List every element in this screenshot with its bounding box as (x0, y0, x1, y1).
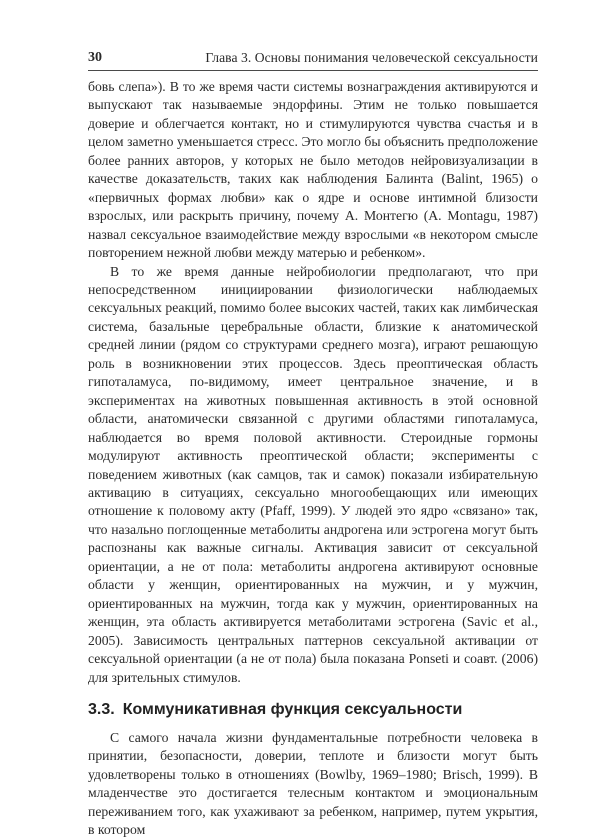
section-number: 3.3. (88, 700, 115, 718)
paragraph-communicative-function: С самого начала жизни фундаментальные потребности человека в принятии, безопасности, доверии, теплоте и близости могут быть удовлетворены только в отношениях (Bowlby, 1969–1980; Brisch, 1999). В младенчестве это достигается телесным контактом и эмоциональным переживанием того, как ухаживают за ребенком, например, путем укрытия, в котором (88, 729, 538, 838)
paragraph-neurobiology: В то же время данные нейробиологии предполагают, что при непосредственном инициировании физиологически наблюдаемых сексуальных реакций, помимо более высоких частей, таких как лимбическая система, базальные церебральные области, близкие к анатомической средней линии (рядом со структурами среднего мозга), играют решающую роль в возникновении этих процессов. Здесь преоптическая область гипоталамуса, по-видимому, имеет центральное значение, и в экспериментах на животных повышенная активность в этой основной области, анатомически связанной с другими областями гипоталамуса, наблюдается во время половой активности. Стероидные гормоны модулируют активность преоптической области; эксперименты с поведением животных (как самцов, так и самок) показали избирательную активацию в ситуациях, сексуально многообещающих или имеющих отношение к половому акту (Pfaff, 1999). У людей это ядро «связано» так, что назально поглощенные метаболиты андрогена или эстрогена могут быть распознаны как важные сигналы. Активация зависит от сексуальной ориентации, а не от пола: метаболиты андрогена активируют основные области у женщин, ориентированных на мужчин, и у мужчин, ориентированных на мужчин, тогда как у мужчин, ориентированных на женщин, эта область активируется метаболитами эстрогена (Savic et al., 2005). Зависимость центральных паттернов сексуальной активации от сексуальной ориентации (а не от пола) была показана Ponseti и соавт. (2006) для зрительных стимулов. (88, 263, 538, 685)
paragraph-continuation: бовь слепа»). В то же время части системы вознаграждения активируются и выпускают так называемые эндорфины. Этим не только повышается доверие и облегчается контакт, но и стимулируются чувства счастья и в целом заметно уменьшается стресс. Это могло бы объяснить предположение более ранних авторов, у которых не было методов нейровизуализации в качестве доказательств, таких как наблюдения Балинта (Balint, 1965) о «первичных формах любви» как о ядре и основе интимной близости взрослых, или раскрыть причину, почему А. Монтегю (A. Montagu, 1987) назвал сексуальное взаимодействие между взрослыми «в некотором смысле повторением нежной любви между матерью и ребенком». (88, 79, 538, 261)
header-divider (88, 70, 538, 71)
page-number: 30 (88, 50, 102, 65)
page-body (88, 78, 538, 840)
running-title: Глава 3. Основы понимания человеческой сексуальности (205, 50, 538, 65)
section-heading (88, 700, 538, 720)
page-header (88, 44, 538, 66)
section-title: Коммуникативная функция сексуальности (122, 700, 463, 718)
